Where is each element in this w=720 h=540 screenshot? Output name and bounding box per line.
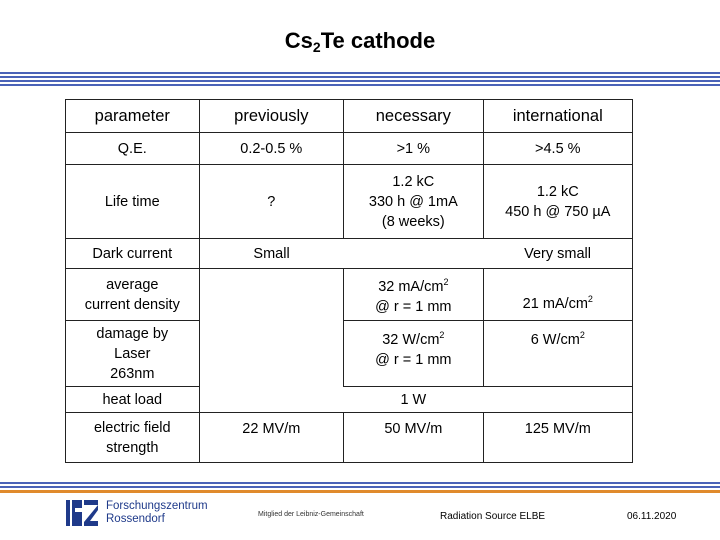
damage-label-line: 263nm <box>110 365 155 382</box>
cell-damage-international: 6 $W/cm^2$ <box>483 321 632 387</box>
header-international: international <box>483 100 632 133</box>
logo-line: Forschungszentrum <box>106 500 208 512</box>
density-label-line: average <box>106 276 159 293</box>
cell-damage-previously <box>199 321 344 387</box>
table-row <box>66 413 633 463</box>
table-row <box>66 239 633 269</box>
damage-label-line: damage by <box>96 325 169 342</box>
cell-heat-international <box>483 387 632 413</box>
table-row <box>66 165 633 239</box>
cell-dark-necessary <box>344 239 484 269</box>
cell-dark-previously: Small <box>199 239 344 269</box>
header-necessary: necessary <box>344 100 484 133</box>
cell-lifetime-international <box>483 165 632 239</box>
cell-damage-label <box>66 321 200 387</box>
cell-lifetime-previously: ? <box>199 165 344 239</box>
fzr-logo <box>66 498 208 528</box>
cell-heat-necessary: 1 W <box>344 387 484 413</box>
logo-text <box>106 500 208 526</box>
header-parameter: parameter <box>66 100 200 133</box>
damage-label-line: Laser <box>114 345 151 362</box>
damage-necessary-value: 32 $W/cm^2$ <box>382 330 445 348</box>
cell-density-necessary <box>344 269 484 321</box>
cell-field-previously: 22 MV/m <box>199 413 344 463</box>
density-label-line: current density <box>84 296 180 313</box>
cell-heat-label: heat load <box>66 387 200 413</box>
cell-density-previously <box>199 269 344 321</box>
density-necessary-radius: @ r = 1 mm <box>375 299 452 315</box>
lifetime-international-line: 1.2 kC <box>536 183 579 200</box>
table-row <box>66 133 633 165</box>
table-row <box>66 269 633 321</box>
density-necessary-value: 32 $mA/cm^2$ <box>378 277 449 295</box>
table-row <box>66 321 633 387</box>
cell-field-international: 125 MV/m <box>483 413 632 463</box>
footer-date: 06.11.2020 <box>627 511 677 522</box>
header-stripes <box>0 72 720 88</box>
cell-qe-necessary: >1 % <box>344 133 484 165</box>
cell-field-necessary: 50 MV/m <box>344 413 484 463</box>
cell-heat-previously <box>199 387 344 413</box>
lifetime-international-line: 450 h @ 750 µA <box>505 203 611 220</box>
damage-necessary-radius: @ r = 1 mm <box>375 352 452 368</box>
parameter-table <box>65 99 633 463</box>
logo-line: Rossendorf <box>106 513 165 525</box>
footer-stripes <box>0 482 720 495</box>
lifetime-necessary-line: 330 h @ 1mA <box>368 193 458 210</box>
cell-density-international: 21 $mA/cm^2$ <box>483 269 632 321</box>
field-label-line: strength <box>106 439 159 456</box>
lifetime-necessary-line: (8 weeks) <box>381 213 445 230</box>
cell-lifetime-necessary <box>344 165 484 239</box>
cell-density-label <box>66 269 200 321</box>
cell-dark-label: Dark current <box>66 239 200 269</box>
fzr-logo-icon <box>66 498 100 528</box>
footer-source: Radiation Source ELBE <box>440 511 546 522</box>
cell-field-label <box>66 413 200 463</box>
field-label-line: electric field <box>93 419 171 436</box>
footer-member: Mitglied der Leibniz-Gemeinschaft <box>258 511 364 518</box>
cell-qe-label: Q.E. <box>66 133 200 165</box>
slide-title: $Cs_2Te$ cathode <box>284 28 436 55</box>
cell-dark-international: Very small <box>483 239 632 269</box>
cell-qe-previously: 0.2-0.5 % <box>199 133 344 165</box>
cell-lifetime-label: Life time <box>66 165 200 239</box>
cell-damage-necessary <box>344 321 484 387</box>
table-header-row <box>66 100 633 133</box>
cell-qe-international: >4.5 % <box>483 133 632 165</box>
table-row <box>66 387 633 413</box>
lifetime-necessary-line: 1.2 kC <box>392 173 435 190</box>
header-previously: previously <box>199 100 344 133</box>
